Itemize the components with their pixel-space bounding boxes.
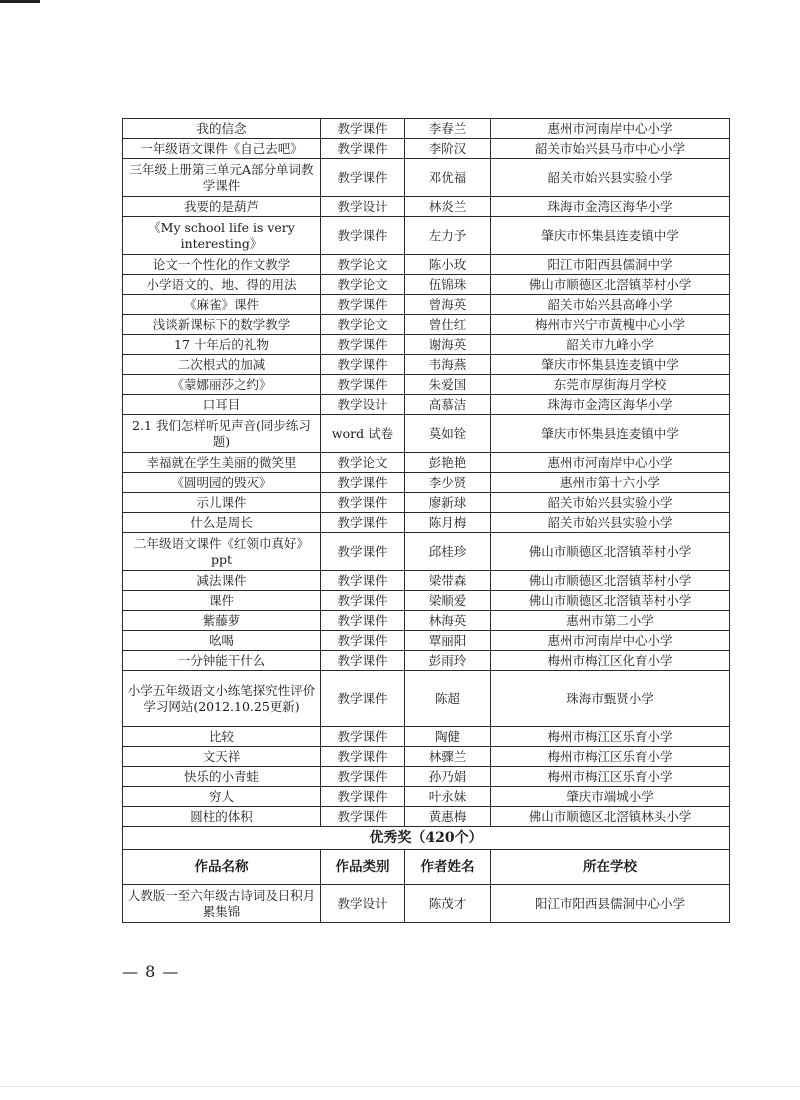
cell-author: 高慕洁	[405, 395, 491, 415]
cell-author: 曾仕红	[405, 315, 491, 335]
cell-type: 教学课件	[321, 493, 405, 513]
cell-author: 梁顺爱	[405, 591, 491, 611]
cell-name: 减法课件	[123, 571, 321, 591]
cell-school: 佛山市顺德区北滘镇林头小学	[491, 807, 730, 827]
scan-corner-mark	[0, 0, 40, 3]
cell-name: 人教版一至六年级古诗词及日积月累集锦	[123, 885, 321, 923]
cell-school: 惠州市第十六小学	[491, 473, 730, 493]
table-row	[123, 513, 730, 533]
table-row	[123, 375, 730, 395]
cell-author: 莫如铨	[405, 415, 491, 453]
cell-name: 吆喝	[123, 631, 321, 651]
cell-author: 陈超	[405, 671, 491, 727]
cell-type: 教学设计	[321, 395, 405, 415]
cell-type: 教学课件	[321, 375, 405, 395]
cell-type: 教学设计	[321, 885, 405, 923]
cell-author: 左力予	[405, 217, 491, 255]
cell-type: 教学课件	[321, 533, 405, 571]
cell-school: 梅州市梅江区乐育小学	[491, 767, 730, 787]
award-table	[122, 118, 730, 923]
cell-author: 彭艳艳	[405, 453, 491, 473]
cell-name: 小学五年级语文小练笔探究性评价学习网站(2012.10.25更新)	[123, 671, 321, 727]
page-number: — 8 —	[122, 962, 180, 981]
cell-name: 紫藤萝	[123, 611, 321, 631]
cell-name: 三年级上册第三单元A部分单词教学课件	[123, 159, 321, 197]
table-row	[123, 473, 730, 493]
cell-name: 文天祥	[123, 747, 321, 767]
cell-name: 快乐的小青蛙	[123, 767, 321, 787]
cell-type: 教学课件	[321, 727, 405, 747]
cell-author: 曾海英	[405, 295, 491, 315]
table-row	[123, 275, 730, 295]
cell-author: 林骤兰	[405, 747, 491, 767]
table-row	[123, 727, 730, 747]
table-row	[123, 453, 730, 473]
cell-school: 惠州市河南岸中心小学	[491, 119, 730, 139]
cell-type: 教学论文	[321, 275, 405, 295]
cell-name: 我要的是葫芦	[123, 197, 321, 217]
cell-type: 教学课件	[321, 513, 405, 533]
table-row	[123, 139, 730, 159]
cell-type: 教学课件	[321, 611, 405, 631]
table-row	[123, 651, 730, 671]
section-title: 优秀奖（420个）	[123, 827, 730, 850]
cell-name: 《圆明园的毁灭》	[123, 473, 321, 493]
cell-school: 东莞市厚街海月学校	[491, 375, 730, 395]
table-row	[123, 197, 730, 217]
table-row	[123, 315, 730, 335]
table-row	[123, 787, 730, 807]
cell-author: 林炎兰	[405, 197, 491, 217]
cell-name: 我的信念	[123, 119, 321, 139]
cell-school: 韶关市始兴县高峰小学	[491, 295, 730, 315]
table-row	[123, 295, 730, 315]
cell-author: 陈茂才	[405, 885, 491, 923]
table-row	[123, 255, 730, 275]
table-row	[123, 591, 730, 611]
table-row	[123, 533, 730, 571]
cell-school: 惠州市河南岸中心小学	[491, 631, 730, 651]
table-row	[123, 671, 730, 727]
cell-school: 阳江市阳西县儒洞中学	[491, 255, 730, 275]
cell-name: 论文一个性化的作文教学	[123, 255, 321, 275]
cell-type: 教学课件	[321, 591, 405, 611]
cell-author: 彭雨玲	[405, 651, 491, 671]
cell-school: 韶关市始兴县实验小学	[491, 493, 730, 513]
cell-author: 韦海燕	[405, 355, 491, 375]
cell-type: 教学课件	[321, 807, 405, 827]
table-row	[123, 767, 730, 787]
header-author-name: 作者姓名	[405, 850, 491, 885]
cell-name: 小学语文的、地、得的用法	[123, 275, 321, 295]
cell-type: 教学课件	[321, 631, 405, 651]
cell-school: 珠海市金湾区海华小学	[491, 395, 730, 415]
cell-author: 黄惠梅	[405, 807, 491, 827]
header-work-name: 作品名称	[123, 850, 321, 885]
cell-school: 韶关市始兴县马市中心小学	[491, 139, 730, 159]
cell-author: 叶永妹	[405, 787, 491, 807]
cell-name: 口耳目	[123, 395, 321, 415]
table-row	[123, 493, 730, 513]
cell-type: 教学课件	[321, 335, 405, 355]
award-table-body	[123, 119, 730, 827]
table-row	[123, 395, 730, 415]
cell-school: 梅州市兴宁市黄槐中心小学	[491, 315, 730, 335]
cell-school: 韶关市九峰小学	[491, 335, 730, 355]
page-bottom-edge	[0, 1086, 800, 1087]
cell-school: 梅州市梅江区乐育小学	[491, 747, 730, 767]
cell-school: 肇庆市端城小学	[491, 787, 730, 807]
cell-school: 珠海市金湾区海华小学	[491, 197, 730, 217]
cell-author: 邱桂珍	[405, 533, 491, 571]
cell-name: 2.1 我们怎样听见声音(同步练习题)	[123, 415, 321, 453]
cell-name: 二年级语文课件《红领巾真好》ppt	[123, 533, 321, 571]
cell-type: 教学课件	[321, 119, 405, 139]
cell-name: 示儿课件	[123, 493, 321, 513]
cell-type: word 试卷	[321, 415, 405, 453]
cell-school: 惠州市第二小学	[491, 611, 730, 631]
cell-school: 肇庆市怀集县连麦镇中学	[491, 415, 730, 453]
cell-type: 教学课件	[321, 671, 405, 727]
cell-author: 李阶汉	[405, 139, 491, 159]
cell-author: 陈月梅	[405, 513, 491, 533]
cell-school: 韶关市始兴县实验小学	[491, 159, 730, 197]
cell-name: 什么是周长	[123, 513, 321, 533]
cell-school: 梅州市梅江区乐育小学	[491, 727, 730, 747]
cell-school: 肇庆市怀集县连麦镇中学	[491, 355, 730, 375]
cell-school: 肇庆市怀集县连麦镇中学	[491, 217, 730, 255]
cell-school: 韶关市始兴县实验小学	[491, 513, 730, 533]
cell-type: 教学课件	[321, 295, 405, 315]
table-row	[123, 807, 730, 827]
table-row	[123, 217, 730, 255]
cell-author: 覃丽阳	[405, 631, 491, 651]
cell-name: 《麻雀》课件	[123, 295, 321, 315]
cell-school: 梅州市梅江区化育小学	[491, 651, 730, 671]
cell-name: 圆柱的体积	[123, 807, 321, 827]
cell-name: 浅谈新课标下的数学教学	[123, 315, 321, 335]
cell-name: 一分钟能干什么	[123, 651, 321, 671]
cell-type: 教学课件	[321, 473, 405, 493]
cell-author: 孙乃娟	[405, 767, 491, 787]
cell-name: 比较	[123, 727, 321, 747]
cell-type: 教学课件	[321, 571, 405, 591]
cell-school: 佛山市顺德区北滘镇莘村小学	[491, 275, 730, 295]
cell-school: 佛山市顺德区北滘镇莘村小学	[491, 571, 730, 591]
excellence-section	[123, 827, 730, 923]
cell-type: 教学论文	[321, 255, 405, 275]
cell-author: 林海英	[405, 611, 491, 631]
table-row	[123, 355, 730, 375]
cell-name: 《My school life is very interesting》	[123, 217, 321, 255]
cell-type: 教学论文	[321, 453, 405, 473]
cell-type: 教学论文	[321, 315, 405, 335]
table-row	[123, 335, 730, 355]
cell-author: 梁带森	[405, 571, 491, 591]
cell-type: 教学课件	[321, 787, 405, 807]
cell-author: 谢海英	[405, 335, 491, 355]
cell-name: 一年级语文课件《自己去吧》	[123, 139, 321, 159]
table-row	[123, 159, 730, 197]
table-row	[123, 885, 730, 923]
header-school: 所在学校	[491, 850, 730, 885]
cell-name: 《蒙娜丽莎之约》	[123, 375, 321, 395]
cell-type: 教学课件	[321, 767, 405, 787]
cell-author: 邓优福	[405, 159, 491, 197]
cell-name: 17 十年后的礼物	[123, 335, 321, 355]
cell-school: 佛山市顺德区北滘镇莘村小学	[491, 591, 730, 611]
cell-type: 教学课件	[321, 139, 405, 159]
cell-type: 教学课件	[321, 159, 405, 197]
cell-author: 李春兰	[405, 119, 491, 139]
cell-author: 李少贤	[405, 473, 491, 493]
cell-name: 幸福就在学生美丽的微笑里	[123, 453, 321, 473]
table-row	[123, 415, 730, 453]
cell-type: 教学课件	[321, 747, 405, 767]
cell-school: 佛山市顺德区北滘镇莘村小学	[491, 533, 730, 571]
table-row	[123, 747, 730, 767]
cell-author: 朱爱国	[405, 375, 491, 395]
table-row	[123, 631, 730, 651]
cell-author: 陶健	[405, 727, 491, 747]
table-row	[123, 571, 730, 591]
cell-type: 教学设计	[321, 197, 405, 217]
cell-author: 陈小玫	[405, 255, 491, 275]
cell-school: 惠州市河南岸中心小学	[491, 453, 730, 473]
cell-school: 阳江市阳西县儒洞中心小学	[491, 885, 730, 923]
table-row	[123, 611, 730, 631]
cell-author: 伍锦珠	[405, 275, 491, 295]
column-header-row	[123, 850, 730, 885]
table-row	[123, 119, 730, 139]
cell-author: 廖新球	[405, 493, 491, 513]
cell-name: 穷人	[123, 787, 321, 807]
cell-type: 教学课件	[321, 651, 405, 671]
cell-name: 二次根式的加减	[123, 355, 321, 375]
cell-school: 珠海市甄贤小学	[491, 671, 730, 727]
header-work-type: 作品类别	[321, 850, 405, 885]
cell-type: 教学课件	[321, 217, 405, 255]
cell-name: 课件	[123, 591, 321, 611]
cell-type: 教学课件	[321, 355, 405, 375]
